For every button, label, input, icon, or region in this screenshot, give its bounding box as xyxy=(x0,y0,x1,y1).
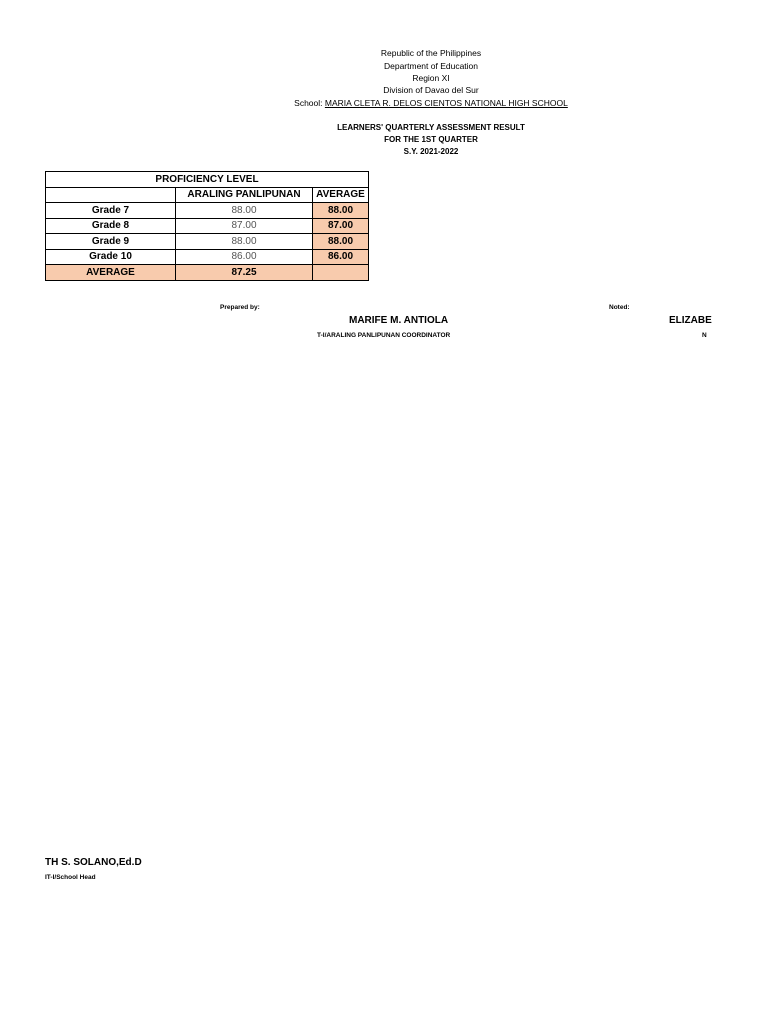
prepared-by-label: Prepared by: xyxy=(220,304,260,311)
proficiency-table xyxy=(45,171,369,281)
noted-by-name-continued: TH S. SOLANO,Ed.D xyxy=(45,857,142,868)
row-average: 88.00 xyxy=(313,234,369,250)
prepared-by-name: MARIFE M. ANTIOLA xyxy=(349,315,449,326)
school-line xyxy=(0,97,768,109)
table-row xyxy=(46,234,369,250)
prepared-by-title: T-I/ARALING PANLIPUNAN COORDINATOR xyxy=(317,332,451,339)
table-caption-row xyxy=(46,172,369,188)
report-title: LEARNERS' QUARTERLY ASSESSMENT RESULT xyxy=(337,123,525,132)
subject-score: 86.00 xyxy=(176,249,313,265)
row-average: 88.00 xyxy=(313,203,369,219)
header-department: Department of Education xyxy=(383,61,479,71)
grade-label: Grade 7 xyxy=(46,203,176,219)
table-caption: PROFICIENCY LEVEL xyxy=(46,172,369,188)
noted-by-title-fragment: N xyxy=(702,332,707,339)
footer-score: 87.25 xyxy=(176,265,313,281)
noted-by-label: Noted: xyxy=(609,304,630,311)
table-header-row xyxy=(46,187,369,203)
header-region: Region XI xyxy=(412,73,450,83)
row-average: 86.00 xyxy=(313,249,369,265)
table-row xyxy=(46,249,369,265)
report-school-year: S.Y. 2021-2022 xyxy=(403,147,459,156)
noted-by-title-continued: IT-I/School Head xyxy=(45,874,96,881)
row-average: 87.00 xyxy=(313,218,369,234)
header-division: Division of Davao del Sur xyxy=(383,85,479,95)
noted-by-name-fragment: ELIZABE xyxy=(669,315,712,326)
subject-score: 87.00 xyxy=(176,218,313,234)
subject-score: 88.00 xyxy=(176,203,313,219)
table-row xyxy=(46,218,369,234)
header-republic: Republic of the Philippines xyxy=(380,48,482,58)
grade-label: Grade 9 xyxy=(46,234,176,250)
school-label: School: xyxy=(294,98,323,108)
header-cell-blank xyxy=(46,187,176,203)
header-cell-average: AVERAGE xyxy=(313,187,369,203)
header-cell-subject: ARALING PANLIPUNAN xyxy=(176,187,313,203)
table-row xyxy=(46,203,369,219)
footer-label: AVERAGE xyxy=(46,265,176,281)
table-footer-row xyxy=(46,265,369,281)
footer-average xyxy=(313,265,369,281)
subject-score: 88.00 xyxy=(176,234,313,250)
report-quarter: FOR THE 1ST QUARTER xyxy=(384,135,478,144)
school-name: MARIA CLETA R. DELOS CIENTOS NATIONAL HIGH SCHOOL xyxy=(324,98,568,108)
grade-label: Grade 8 xyxy=(46,218,176,234)
grade-label: Grade 10 xyxy=(46,249,176,265)
